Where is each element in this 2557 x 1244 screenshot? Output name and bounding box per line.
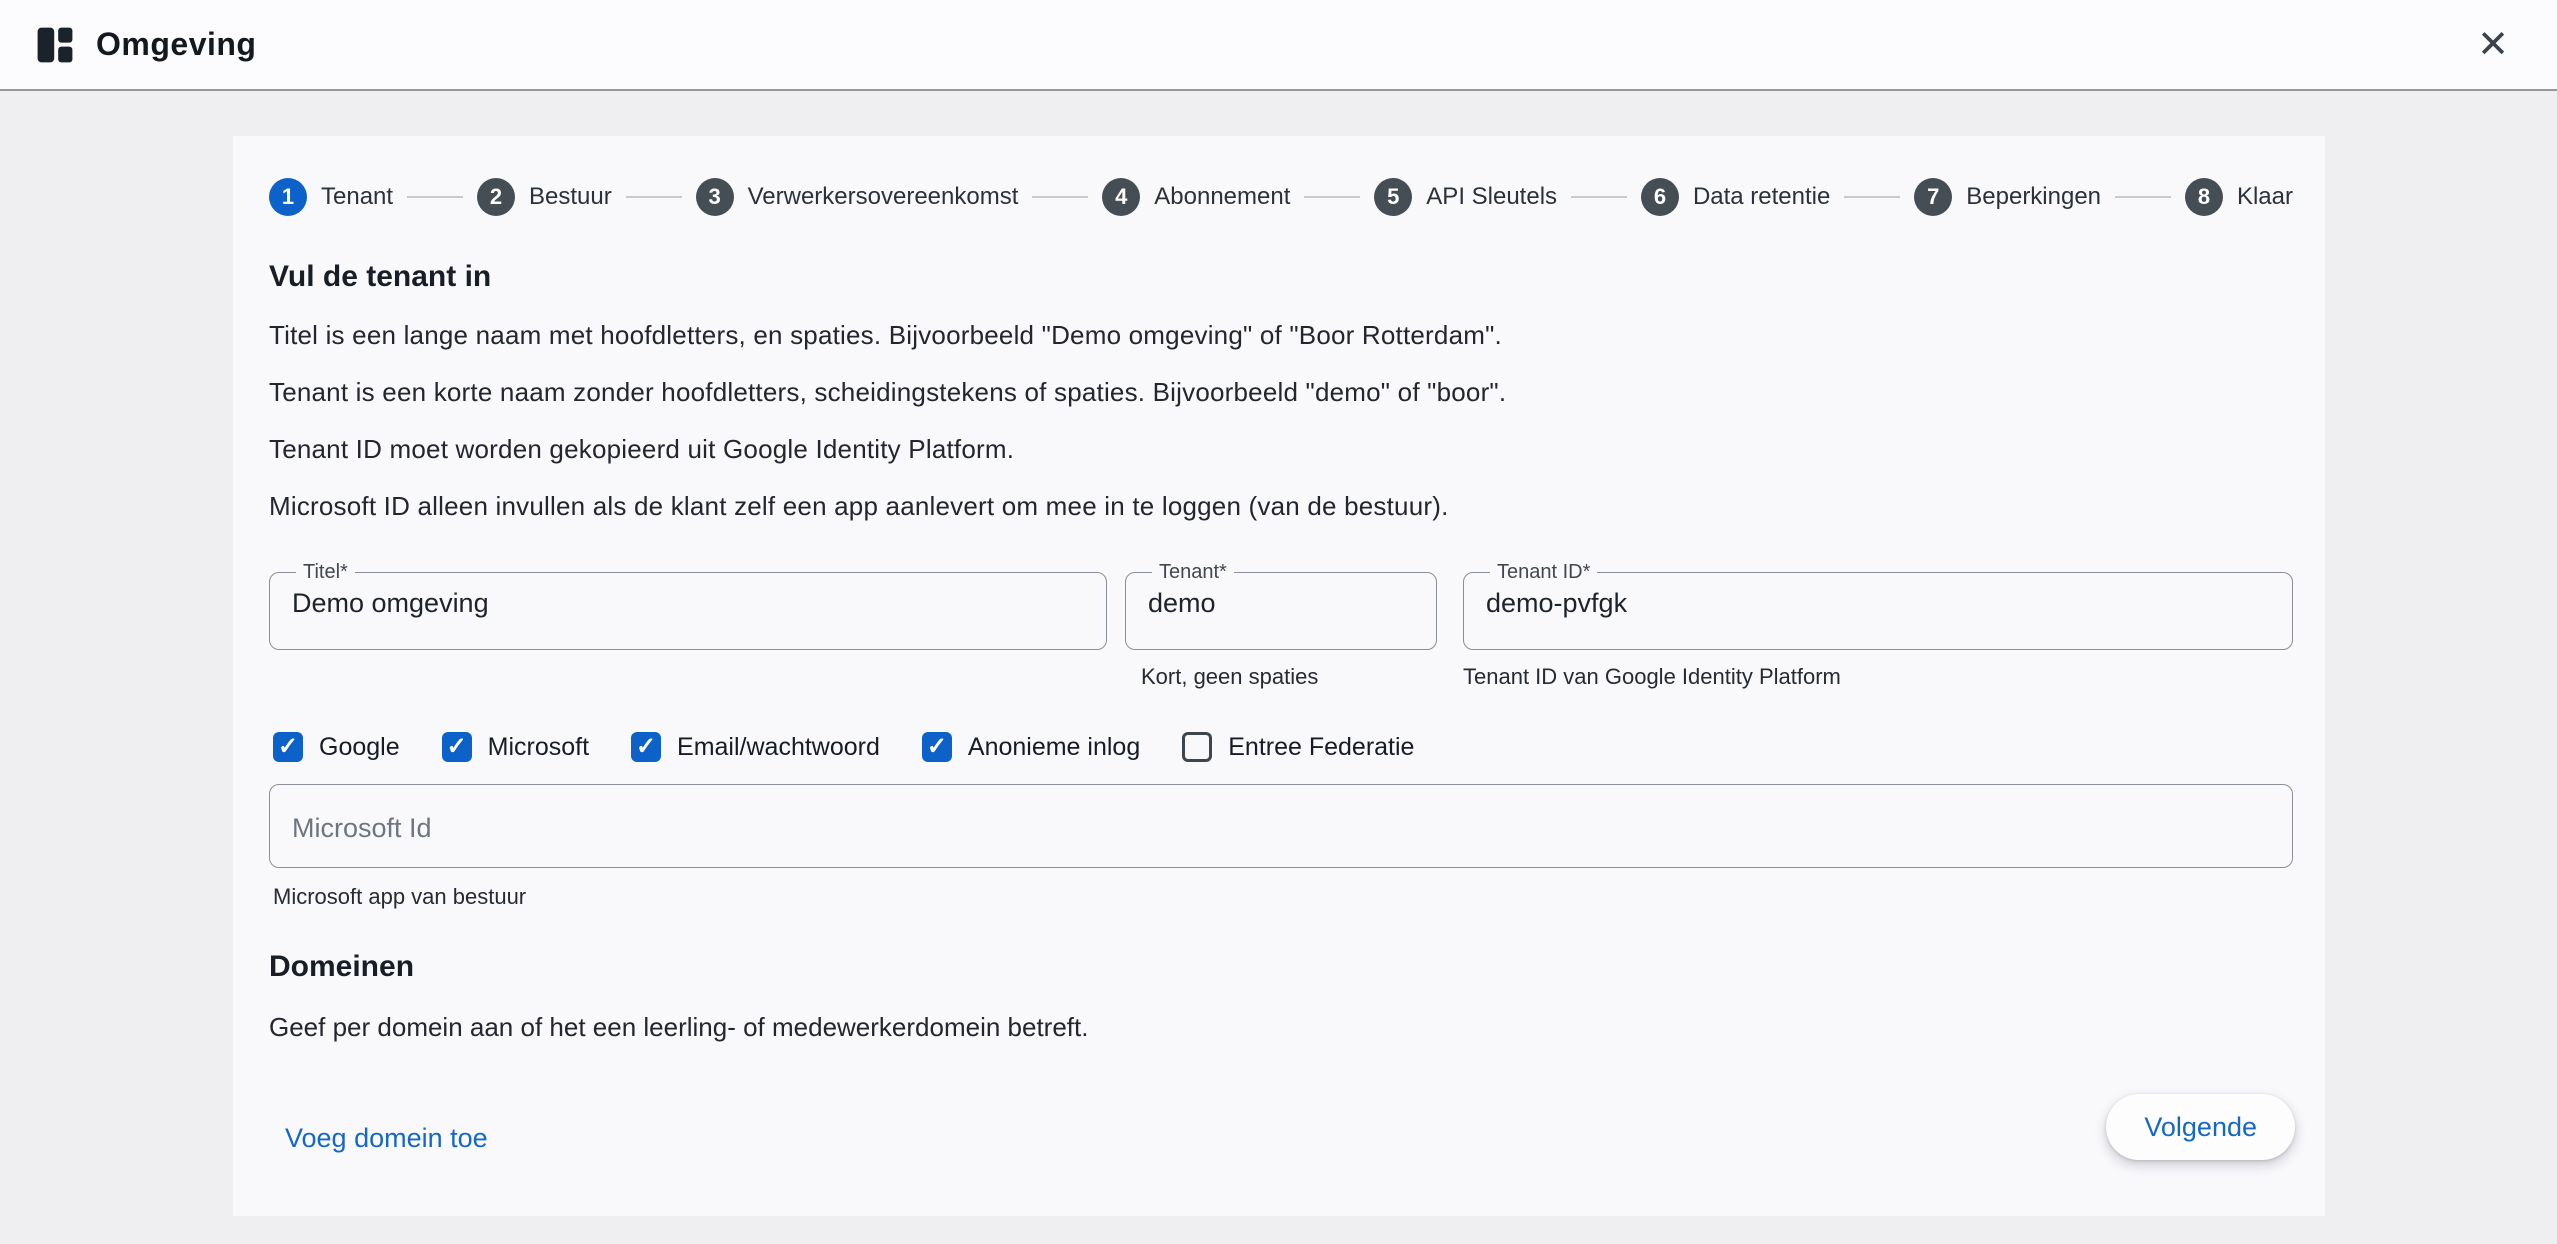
stepper-step-bestuur[interactable]	[477, 178, 612, 216]
tenant-id-helper-text: Tenant ID van Google Identity Platform	[1463, 664, 1841, 689]
step-connector	[1032, 196, 1088, 198]
add-domain-link[interactable]: Voeg domein toe	[285, 1123, 488, 1153]
step-number-badge: 6	[1641, 178, 1679, 216]
titel-input[interactable]	[288, 582, 1088, 619]
dialog-header	[0, 0, 2557, 91]
close-icon[interactable]: ✕	[2465, 17, 2521, 73]
checkbox-google[interactable]	[273, 732, 400, 762]
tenant-helper-text: Kort, geen spaties	[1141, 664, 1319, 689]
checkbox-icon[interactable]: ✓	[442, 732, 472, 762]
stepper-step-beperkingen[interactable]	[1914, 178, 2101, 216]
checkbox-email-wachtwoord[interactable]	[631, 732, 880, 762]
step-label: Abonnement	[1154, 183, 1291, 210]
step-connector	[1304, 196, 1360, 198]
step-number-badge: 1	[269, 178, 307, 216]
tenant-input[interactable]	[1144, 582, 1418, 619]
checkbox-label: Anonieme inlog	[967, 732, 1141, 761]
checkbox-microsoft[interactable]	[442, 732, 589, 762]
tenant-id-input[interactable]	[1482, 582, 2274, 619]
step-number-badge: 3	[696, 178, 734, 216]
step-number-badge: 2	[477, 178, 515, 216]
wizard-footer	[2106, 1094, 2295, 1160]
microsoft-id-field-outline	[269, 784, 2293, 868]
field-helpers-row	[269, 664, 2293, 690]
checkbox-label: Email/wachtwoord	[677, 732, 880, 761]
stepper-step-abonnement[interactable]	[1102, 178, 1290, 216]
page-title: Omgeving	[96, 26, 257, 62]
intro-paragraph: Microsoft ID alleen invullen als de klant zelf een app aanlevert om mee in te loggen (van de bestuur).	[269, 491, 1449, 521]
checkbox-anonieme-inlog[interactable]	[922, 732, 1140, 762]
step-label: Bestuur	[528, 183, 612, 210]
checkbox-entree-federatie[interactable]	[1182, 732, 1414, 762]
step-number-badge: 5	[1374, 178, 1412, 216]
microsoft-id-helper-text: Microsoft app van bestuur	[273, 884, 527, 909]
intro-paragraph: Titel is een lange naam met hoofdletters, en spaties. Bijvoorbeeld "Demo omgeving" of "Boor Rotterdam".	[269, 320, 1502, 350]
stepper-step-data-retentie[interactable]	[1641, 178, 1830, 216]
checkbox-label: Microsoft	[487, 732, 590, 761]
intro-paragraph: Tenant is een korte naam zonder hoofdletters, scheidingstekens of spaties. Bijvoorbeeld "demo" of "boor".	[269, 377, 1507, 407]
login-methods-row	[273, 732, 2293, 762]
step-connector	[2115, 196, 2171, 198]
checkbox-icon[interactable]: ✓	[922, 732, 952, 762]
stepper-step-tenant[interactable]	[269, 178, 393, 216]
checkbox-label: Google	[319, 732, 400, 761]
stepper-step-api-sleutels[interactable]	[1374, 178, 1557, 216]
section-heading-tenant: Vul de tenant in	[269, 260, 492, 293]
checkbox-label: Entree Federatie	[1228, 732, 1415, 761]
step-label: Tenant	[321, 183, 394, 210]
titel-field-outline	[269, 562, 1107, 650]
step-number-badge: 4	[1102, 178, 1140, 216]
intro-paragraph: Tenant ID moet worden gekopieerd uit Google Identity Platform.	[269, 434, 1015, 464]
tenant-field-label: Tenant*	[1159, 561, 1227, 583]
step-label: API Sleutels	[1426, 183, 1558, 210]
stepper-step-verwerkersovereenkomst[interactable]	[696, 178, 1019, 216]
next-button[interactable]: Volgende	[2106, 1094, 2295, 1160]
domains-description: Geef per domein aan of het een leerling- of medewerkerdomein betreft.	[269, 1012, 1089, 1042]
step-number-badge: 8	[2185, 178, 2223, 216]
step-connector	[407, 196, 463, 198]
tenant-fields-row	[269, 562, 2293, 650]
checkbox-icon[interactable]	[1182, 732, 1212, 762]
checkbox-icon[interactable]: ✓	[631, 732, 661, 762]
section-heading-domeinen: Domeinen	[269, 950, 415, 983]
microsoft-id-input[interactable]	[288, 807, 2274, 844]
step-label: Verwerkersovereenkomst	[747, 183, 1019, 210]
wizard-card	[233, 136, 2325, 1216]
step-connector	[626, 196, 682, 198]
step-label: Beperkingen	[1966, 183, 2102, 210]
stepper-step-klaar[interactable]	[2185, 178, 2293, 216]
checkbox-icon[interactable]: ✓	[273, 732, 303, 762]
step-connector	[1571, 196, 1627, 198]
wizard-stepper	[269, 178, 2293, 216]
tenant-id-field-outline	[1463, 562, 2293, 650]
step-label: Klaar	[2236, 183, 2293, 210]
step-connector	[1844, 196, 1900, 198]
step-number-badge: 7	[1914, 178, 1952, 216]
dashboard-icon	[36, 26, 74, 64]
titel-field-label: Titel*	[303, 561, 348, 583]
tenant-field-outline	[1125, 562, 1437, 650]
tenant-id-field-label: Tenant ID*	[1497, 561, 1591, 583]
step-label: Data retentie	[1692, 183, 1831, 210]
